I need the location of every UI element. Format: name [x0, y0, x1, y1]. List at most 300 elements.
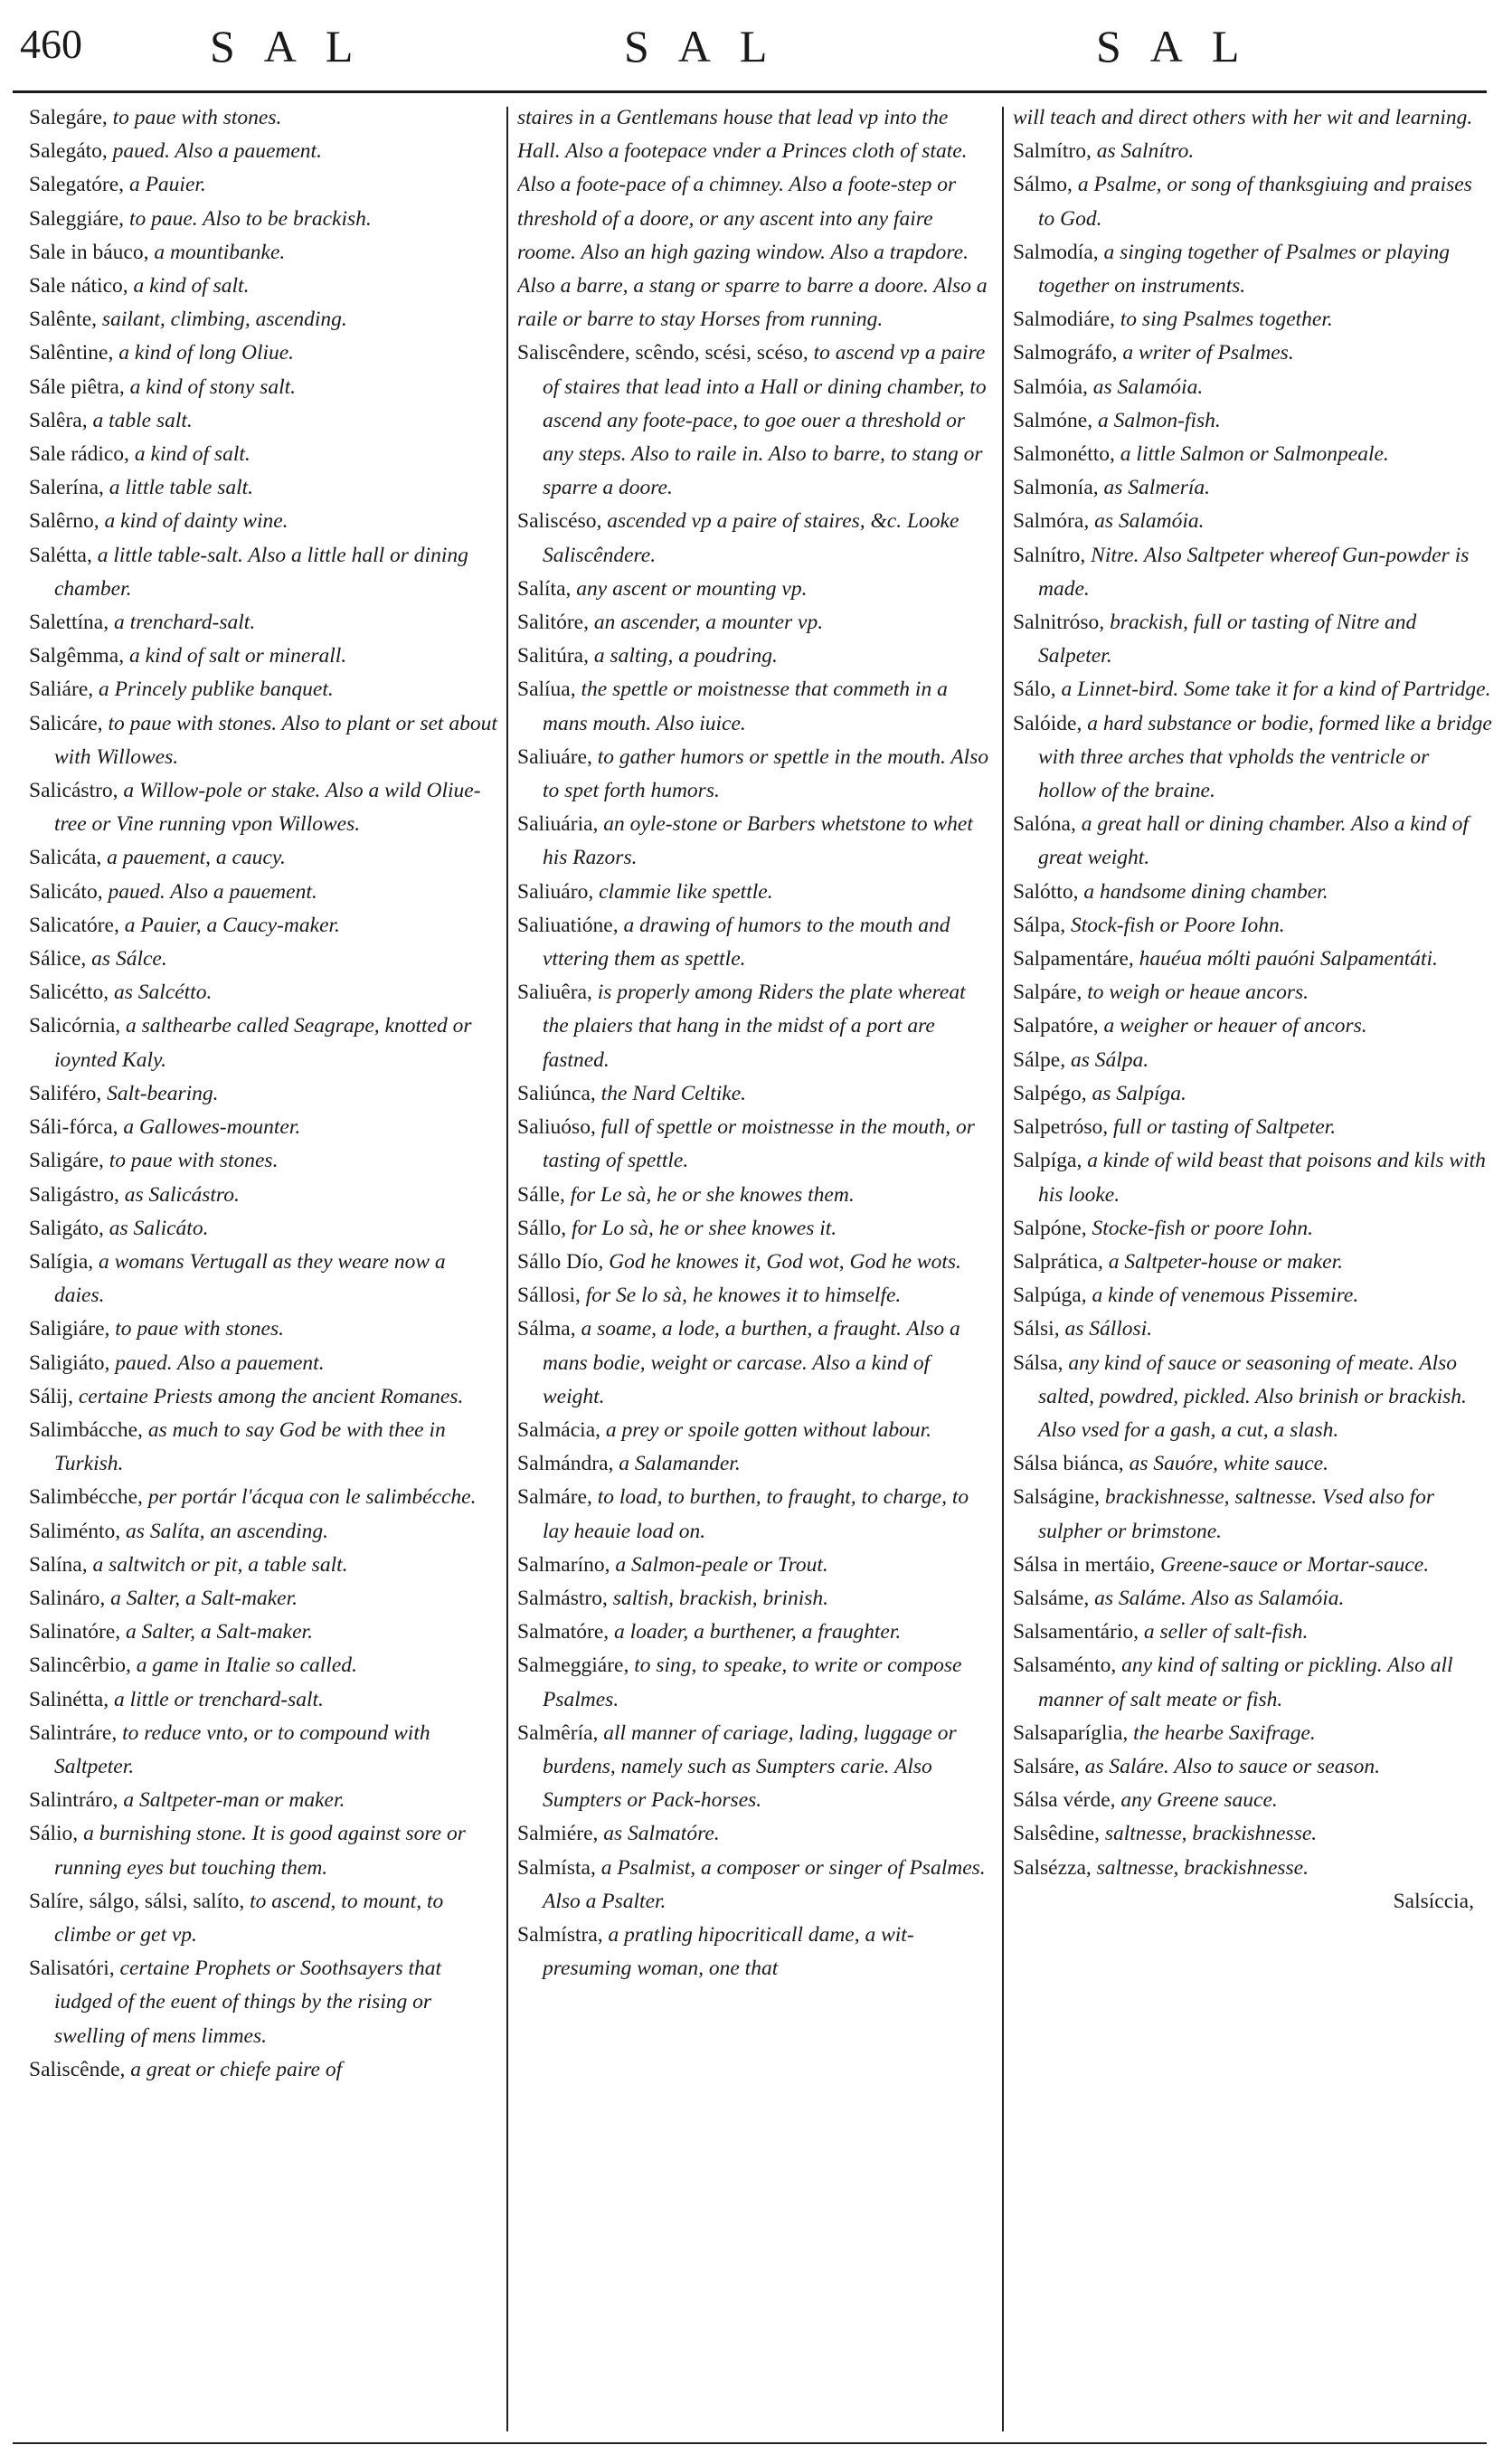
- entry-headword: Salicórnia,: [29, 1014, 121, 1038]
- entry-headword: Sálsi,: [1013, 1317, 1060, 1341]
- entry-definition: saltnesse, brackishnesse.: [1104, 1822, 1318, 1846]
- dictionary-entry: [29, 1952, 499, 2053]
- dictionary-entry: [29, 1649, 499, 1682]
- entry-definition: as Salíta, an ascending.: [126, 1519, 328, 1543]
- column-rule-2: [1002, 107, 1004, 2431]
- entry-definition: a kinde of venemous Pissemire.: [1092, 1284, 1359, 1308]
- entry-definition: a Psalmist, a composer or singer of Psalmes. Also a Psalter.: [543, 1855, 986, 1913]
- dictionary-entry: [1013, 1649, 1492, 1716]
- dictionary-entry: [1013, 1616, 1492, 1649]
- entry-headword: Salmítro,: [1013, 139, 1092, 164]
- dictionary-entry: [517, 1414, 993, 1447]
- dictionary-entry: [1013, 808, 1492, 875]
- entry-definition: a Pauier.: [128, 173, 206, 197]
- dictionary-entry: [1013, 976, 1492, 1009]
- dictionary-entry: [1013, 1212, 1492, 1246]
- dictionary-entry: [1013, 909, 1492, 943]
- entry-headword: Salicástro,: [29, 779, 118, 803]
- dictionary-entry: [1013, 505, 1492, 538]
- entry-headword: Salsézza,: [1013, 1855, 1092, 1880]
- entry-definition: a kind of salt.: [134, 442, 250, 467]
- entry-headword: Saliuatióne,: [517, 913, 619, 937]
- dictionary-entry: [29, 270, 499, 303]
- entry-definition: as much to say God be with thee in Turkish.: [54, 1417, 446, 1476]
- dictionary-entry: [517, 1817, 993, 1851]
- entry-definition: an ascender, a mounter vp.: [593, 611, 824, 635]
- entry-definition: a Psalme, or song of thanksgiuing and praises to God.: [1038, 173, 1472, 231]
- entry-headword: Saliscênde,: [29, 2057, 126, 2081]
- entry-headword: Salináro,: [29, 1586, 106, 1610]
- entry-definition: brackishnesse, saltnesse. Vsed also for sulpher or brimstone.: [1038, 1485, 1435, 1543]
- running-head-left: SAL: [210, 21, 383, 71]
- dictionary-entry: [517, 1179, 993, 1212]
- entry-definition: a little table salt.: [109, 476, 254, 500]
- entry-headword: Salpamentáre,: [1013, 947, 1134, 971]
- dictionary-entry: [29, 943, 499, 976]
- dictionary-entry: [517, 808, 993, 875]
- dictionary-entry: [1013, 1347, 1492, 1448]
- dictionary-entry: [29, 1179, 499, 1212]
- entry-headword: Salpégo,: [1013, 1081, 1087, 1105]
- dictionary-entry: [29, 841, 499, 875]
- entry-headword: Salitóre,: [517, 611, 589, 635]
- dictionary-entry: [517, 673, 993, 740]
- dictionary-entry: [1013, 438, 1492, 471]
- entry-headword: Salmonétto,: [1013, 442, 1115, 467]
- entry-headword: Sále piêtra,: [29, 374, 125, 399]
- dictionary-entry: [1013, 606, 1492, 673]
- dictionary-entry: [29, 539, 499, 606]
- entry-definition: as Salicástro.: [124, 1182, 240, 1207]
- entry-definition: a salting, a poudring.: [593, 644, 778, 668]
- entry-definition: Stocke-fish or poore Iohn.: [1092, 1216, 1313, 1240]
- dictionary-entry: [1013, 1313, 1492, 1346]
- entry-headword: Salsáme,: [1013, 1586, 1090, 1610]
- entry-definition: to load, to burthen, to fraught, to charge, to lay heauie load on.: [543, 1485, 969, 1543]
- dictionary-entry: [29, 1144, 499, 1178]
- entry-definition: a salthearbe called Seagrape, knotted or ioynted Kaly.: [54, 1014, 472, 1072]
- entry-definition: certaine Prophets or Soothsayers that iudged of the euent of things by the rising or swelling of mens limmes.: [54, 1957, 442, 2048]
- entry-headword: Salmêría,: [517, 1720, 599, 1745]
- entry-headword: Salmóia,: [1013, 374, 1088, 399]
- entry-definition: as Salnítro.: [1096, 139, 1195, 164]
- entry-headword: Salettína,: [29, 611, 109, 635]
- dictionary-entry: [29, 1111, 499, 1144]
- entry-headword: Saligiáto,: [29, 1350, 110, 1375]
- dictionary-entry: [29, 606, 499, 640]
- entry-headword: Sálij,: [29, 1384, 73, 1408]
- entry-definition: a handsome dining chamber.: [1083, 879, 1328, 904]
- entry-definition: as Salmería.: [1103, 476, 1211, 500]
- entry-definition: a burnishing stone. It is good against sore or running eyes but touching them.: [54, 1822, 466, 1880]
- entry-headword: Salêrno,: [29, 509, 99, 534]
- entry-definition: any Greene sauce.: [1120, 1788, 1278, 1813]
- dictionary-entry: [517, 606, 993, 640]
- dictionary-entry: [1013, 539, 1492, 606]
- entry-headword: Sálmo,: [1013, 173, 1073, 197]
- entry-definition: a Pauier, a Caucy-maker.: [124, 913, 340, 937]
- dictionary-entry: [29, 909, 499, 943]
- entry-headword: Saliúnca,: [517, 1081, 596, 1105]
- entry-headword: Salimbácche,: [29, 1417, 143, 1442]
- entry-headword: Salmodiáre,: [1013, 308, 1115, 332]
- entry-definition: a Salamander.: [619, 1452, 741, 1476]
- entry-headword: Saliuária,: [517, 812, 599, 837]
- dictionary-entry: [1013, 101, 1492, 135]
- dictionary-entry: [517, 1649, 993, 1716]
- entry-definition: a kind of salt or minerall.: [128, 644, 347, 668]
- dictionary-entry: [29, 1347, 499, 1380]
- dictionary-entry: [517, 1717, 993, 1818]
- dictionary-entry: [517, 909, 993, 976]
- entry-definition: full of spettle or moistnesse in the mouth, or tasting of spettle.: [543, 1115, 975, 1173]
- entry-headword: Salótto,: [1013, 879, 1079, 904]
- header-rule: [13, 90, 1487, 93]
- entry-headword: Salegáto,: [29, 139, 108, 164]
- entry-definition: to ascend vp a paire of staires that lead into a Hall or dining chamber, to ascend any foote-pace, to goe ouer a threshold or any steps. Also to raile in. Also to barre, to stang or sparre a doore.: [543, 341, 987, 500]
- entry-definition: staires in a Gentlemans house that lead vp into the Hall. Also a footepace vnder a Princes cloth of state. Also a foote-pace of a chimney. Also a foote-step or threshold of a doore, or any ascent into any faire roome. Also an high gazing window. Also a trapdore. Also a barre, a stang or sparre to barre a doore. Also a raile or barre to stay Horses from running.: [517, 106, 988, 332]
- dictionary-entry: [517, 1447, 993, 1481]
- dictionary-entry: [29, 976, 499, 1009]
- entry-definition: to gather humors or spettle in the mouth. Also to spet forth humors.: [543, 744, 989, 803]
- entry-definition: a soame, a lode, a burthen, a fraught. Also a mans bodie, weight or carcase. Also a kind of weight.: [543, 1317, 960, 1408]
- entry-headword: Sale rádico,: [29, 442, 129, 467]
- entry-headword: Salmístra,: [517, 1922, 603, 1947]
- dictionary-entry: [517, 1111, 993, 1178]
- dictionary-entry: [29, 640, 499, 673]
- entry-headword: Sállo,: [517, 1216, 567, 1240]
- entry-headword: Salegáre,: [29, 106, 108, 129]
- entry-headword: Salóna,: [1013, 812, 1076, 837]
- entry-headword: Saliféro,: [29, 1081, 102, 1105]
- entry-definition: to ascend, to mount, to climbe or get vp.: [54, 1889, 444, 1947]
- entry-definition: as Saláme. Also as Salamóia.: [1094, 1586, 1345, 1610]
- dictionary-entry: [517, 1077, 993, 1111]
- dictionary-entry: [29, 471, 499, 505]
- entry-definition: to paue. Also to be brackish.: [128, 206, 372, 231]
- page-number: 460: [20, 21, 82, 67]
- entry-headword: Salpóne,: [1013, 1216, 1087, 1240]
- dictionary-entry: [1013, 1009, 1492, 1043]
- entry-definition: hauéua mólti pauóni Salpamentáti.: [1139, 947, 1438, 971]
- dictionary-entry: [517, 741, 993, 808]
- entry-headword: Salprática,: [1013, 1249, 1103, 1274]
- dictionary-entry: [517, 101, 993, 336]
- entry-headword: Sálsa vérde,: [1013, 1788, 1116, 1813]
- entry-headword: Sálpa,: [1013, 913, 1066, 937]
- dictionary-entry: [1013, 876, 1492, 909]
- entry-definition: a kind of long Oliue.: [118, 341, 295, 365]
- entry-headword: Saligiáre,: [29, 1317, 110, 1341]
- dictionary-entry: [1013, 1246, 1492, 1279]
- entry-headword: Salintráre,: [29, 1720, 118, 1745]
- dictionary-entry: [1013, 471, 1492, 505]
- entry-headword: Sálice,: [29, 947, 87, 971]
- entry-headword: Saliménto,: [29, 1519, 121, 1543]
- entry-headword: Sállo Dío,: [517, 1249, 604, 1274]
- entry-definition: paued. Also a pauement.: [112, 139, 322, 164]
- dictionary-entry: [1013, 673, 1492, 706]
- dictionary-entry: [29, 1515, 499, 1549]
- dictionary-entry: [1013, 135, 1492, 168]
- entry-definition: full or tasting of Saltpeter.: [1112, 1115, 1337, 1140]
- dictionary-entry: [1013, 1111, 1492, 1144]
- dictionary-entry: [29, 135, 499, 168]
- dictionary-entry: [1013, 943, 1492, 976]
- entry-definition: as Salicáto.: [109, 1216, 209, 1240]
- column-1: [29, 101, 499, 2435]
- entry-headword: Sálsa in mertáio,: [1013, 1552, 1156, 1577]
- entry-headword: Sálsa biánca,: [1013, 1452, 1124, 1476]
- dictionary-entry: [1013, 1144, 1492, 1211]
- entry-headword: Salinatóre,: [29, 1620, 121, 1644]
- dictionary-entry: [517, 1919, 993, 1985]
- dictionary-entry: [29, 101, 499, 135]
- entry-headword: Sálsa,: [1013, 1350, 1063, 1375]
- entry-headword: Salmóne,: [1013, 408, 1093, 432]
- entry-definition: a Linnet-bird. Some take it for a kind of Partridge.: [1061, 678, 1491, 702]
- entry-headword: Sáli-fórca,: [29, 1115, 118, 1140]
- entry-definition: the Nard Celtike.: [600, 1081, 747, 1105]
- entry-definition: a Gallowes-mounter.: [123, 1115, 301, 1140]
- entry-headword: Sálpe,: [1013, 1047, 1066, 1072]
- entry-headword: Salgêmma,: [29, 644, 125, 668]
- entry-definition: a hard substance or bodie, formed like a bridge with three arches that vpholds the ventricle or hollow of the braine.: [1038, 711, 1492, 803]
- entry-definition: as Salmatóre.: [603, 1822, 720, 1846]
- entry-definition: a womans Vertugall as they weare now a daies.: [54, 1249, 446, 1308]
- entry-definition: a little Salmon or Salmonpeale.: [1120, 442, 1389, 467]
- dictionary-entry: [29, 236, 499, 270]
- entry-headword: Salnitróso,: [1013, 611, 1105, 635]
- entry-definition: a great or chiefe paire of: [130, 2057, 343, 2081]
- entry-definition: as Salpíga.: [1092, 1081, 1186, 1105]
- entry-headword: Salmísta,: [517, 1855, 596, 1880]
- entry-headword: Salsaménto,: [1013, 1654, 1117, 1678]
- dictionary-entry: [1013, 1481, 1492, 1548]
- entry-headword: Saligáto,: [29, 1216, 104, 1240]
- dictionary-entry: [517, 876, 993, 909]
- entry-headword: Salmiére,: [517, 1822, 599, 1846]
- entry-definition: a game in Italie so called.: [136, 1654, 357, 1678]
- entry-definition: a kind of dainty wine.: [104, 509, 288, 534]
- entry-definition: a kind of salt.: [133, 274, 250, 299]
- entry-definition: as Salamóia.: [1094, 509, 1205, 534]
- entry-definition: as Sauóre, white sauce.: [1129, 1452, 1328, 1476]
- dictionary-entry: [29, 505, 499, 538]
- dictionary-entry: [29, 1582, 499, 1616]
- entry-headword: Salóide,: [1013, 711, 1082, 735]
- running-head-right: SAL: [1096, 21, 1269, 71]
- dictionary-entry: [29, 303, 499, 336]
- dictionary-entry: [29, 1077, 499, 1111]
- dictionary-entry: [29, 371, 499, 404]
- entry-headword: Salíre, sálgo, sálsi, salíto,: [29, 1889, 245, 1913]
- entry-definition: is properly among Riders the plate whereat the plaiers that hang in the midst of a port are fastned.: [543, 981, 966, 1072]
- entry-definition: the hearbe Saxifrage.: [1133, 1720, 1316, 1745]
- entry-definition: to weigh or heaue ancors.: [1087, 981, 1309, 1005]
- entry-headword: Salinétta,: [29, 1687, 109, 1711]
- entry-definition: Stock-fish or Poore Iohn.: [1070, 913, 1285, 937]
- entry-definition: a singing together of Psalmes or playing together on instruments.: [1038, 240, 1451, 299]
- entry-definition: paued. Also a pauement.: [108, 879, 317, 904]
- dictionary-entry: [29, 2053, 499, 2087]
- entry-headword: Sale in báuco,: [29, 240, 149, 264]
- dictionary-entry: [517, 1212, 993, 1246]
- entry-definition: a weigher or heauer of ancors.: [1103, 1014, 1367, 1038]
- dictionary-entry: [1013, 336, 1492, 370]
- dictionary-entry: [517, 1313, 993, 1414]
- dictionary-entry: [29, 1212, 499, 1246]
- running-head-center: SAL: [624, 21, 797, 71]
- entry-definition: a kinde of wild beast that poisons and kils with his looke.: [1038, 1149, 1486, 1207]
- entry-headword: Sállosi,: [517, 1284, 581, 1308]
- entry-headword: Salmodía,: [1013, 240, 1099, 264]
- dictionary-entry: [29, 1246, 499, 1313]
- entry-headword: Saligástro,: [29, 1182, 119, 1207]
- entry-headword: Salicáto,: [29, 879, 103, 904]
- entry-definition: any kind of sauce or seasoning of meate. Also salted, powdred, pickled. Also brinish or brackish. Also vsed for a gash, a cut, a slash.: [1038, 1350, 1467, 1442]
- entry-definition: brackish, full or tasting of Nitre and Salpeter.: [1038, 611, 1417, 668]
- entry-definition: a trenchard-salt.: [113, 611, 256, 635]
- entry-headword: Salicáre,: [29, 711, 103, 735]
- dictionary-entry: [29, 336, 499, 370]
- dictionary-entry: [29, 1313, 499, 1346]
- dictionary-entry: [1013, 1717, 1492, 1750]
- entry-definition: a pratling hipocriticall dame, a wit-presuming woman, one that: [543, 1922, 914, 1981]
- entry-headword: Salmaríno,: [517, 1552, 610, 1577]
- entry-definition: a table salt.: [92, 408, 193, 432]
- entry-headword: Salmóra,: [1013, 509, 1090, 534]
- entry-definition: a Saltpeter-house or maker.: [1108, 1249, 1344, 1274]
- dictionary-entry: [1013, 168, 1492, 235]
- dictionary-entry: [29, 1885, 499, 1952]
- column-rule-1: [506, 107, 508, 2431]
- dictionary-entry: [29, 1380, 499, 1414]
- dictionary-entry: [1013, 1549, 1492, 1582]
- entry-headword: Saleggiáre,: [29, 206, 125, 231]
- entry-headword: Salmonía,: [1013, 476, 1099, 500]
- entry-definition: a Salter, a Salt-maker.: [110, 1586, 298, 1610]
- entry-definition: a drawing of humors to the mouth and vttering them as spettle.: [543, 913, 950, 971]
- dictionary-entry: [517, 1616, 993, 1649]
- entry-headword: Saligáre,: [29, 1149, 104, 1173]
- entry-headword: Sálma,: [517, 1317, 576, 1341]
- entry-headword: Salicétto,: [29, 981, 109, 1005]
- entry-headword: Salmácia,: [517, 1417, 601, 1442]
- dictionary-entry: [29, 404, 499, 438]
- dictionary-entry: [29, 1481, 499, 1514]
- entry-definition: God he knowes it, God wot, God he wots.: [609, 1249, 961, 1274]
- entry-headword: Saliuóso,: [517, 1115, 596, 1140]
- entry-definition: a little or trenchard-salt.: [113, 1687, 324, 1711]
- entry-definition: ascended vp a paire of staires, &c. Looke Saliscêndere.: [543, 509, 959, 567]
- dictionary-entry: [29, 1549, 499, 1582]
- entry-headword: Salígia,: [29, 1249, 94, 1274]
- footer-rule: [13, 2442, 1487, 2444]
- entry-headword: Salmándra,: [517, 1452, 614, 1476]
- entry-definition: the spettle or moistnesse that commeth in a mans mouth. Also iuice.: [543, 678, 948, 735]
- entry-definition: as Sálpa.: [1070, 1047, 1149, 1072]
- dictionary-entry: [29, 1009, 499, 1076]
- entry-definition: a Salmon-fish.: [1098, 408, 1221, 432]
- entry-definition: to paue with stones.: [115, 1317, 284, 1341]
- entry-headword: Salintráro,: [29, 1788, 118, 1813]
- dictionary-entry: [1013, 404, 1492, 438]
- entry-headword: Salpáre,: [1013, 981, 1082, 1005]
- entry-definition: all manner of cariage, lading, luggage or burdens, namely such as Sumpters carie. Also Sumpters or Pack-horses.: [543, 1720, 957, 1813]
- entry-definition: for Se lo sà, he knowes it to himselfe.: [585, 1284, 902, 1308]
- entry-definition: a Saltpeter-man or maker.: [123, 1788, 345, 1813]
- dictionary-entry: [1013, 236, 1492, 303]
- entry-headword: Salíua,: [517, 678, 576, 702]
- entry-headword: Salitúra,: [517, 644, 589, 668]
- entry-headword: Sale nático,: [29, 274, 128, 299]
- entry-definition: for Le sà, he or she knowes them.: [570, 1182, 855, 1207]
- entry-headword: Saliáre,: [29, 678, 94, 702]
- entry-headword: Sálio,: [29, 1822, 79, 1846]
- dictionary-entry: [1013, 371, 1492, 404]
- dictionary-entry: [517, 1852, 993, 1919]
- dictionary-entry: [517, 640, 993, 673]
- entry-headword: Sálle,: [517, 1182, 565, 1207]
- dictionary-entry: [29, 438, 499, 471]
- entry-definition: a prey or spoile gotten without labour.: [605, 1417, 931, 1442]
- entry-definition: to reduce vnto, or to compound with Saltpeter.: [54, 1720, 430, 1778]
- entry-headword: Salnítro,: [1013, 543, 1086, 567]
- entry-headword: Salêntine,: [29, 341, 114, 365]
- entry-headword: Salsáre,: [1013, 1754, 1080, 1778]
- entry-headword: Salságine,: [1013, 1485, 1100, 1510]
- entry-definition: for Lo sà, he or shee knowes it.: [572, 1216, 837, 1240]
- dictionary-entry: [29, 774, 499, 841]
- entry-definition: to sing, to speake, to write or compose Psalmes.: [543, 1654, 962, 1711]
- entry-definition: a great hall or dining chamber. Also a kind of great weight.: [1038, 812, 1469, 870]
- entry-headword: Salmatóre,: [517, 1620, 610, 1644]
- entry-headword: Salsamentário,: [1013, 1620, 1139, 1644]
- entry-definition: as Sállosi.: [1064, 1317, 1153, 1341]
- dictionary-entry: [517, 573, 993, 606]
- catchword: Salsíccia,: [1393, 1889, 1474, 1913]
- entry-headword: Salicáta,: [29, 846, 102, 870]
- entry-headword: Salétta,: [29, 543, 92, 567]
- entry-headword: Salína,: [29, 1552, 88, 1577]
- page-header: [0, 0, 1503, 81]
- entry-headword: Salpatóre,: [1013, 1014, 1099, 1038]
- entry-headword: Salegatóre,: [29, 173, 125, 197]
- entry-headword: Salerína,: [29, 476, 104, 500]
- entry-definition: a seller of salt-fish.: [1143, 1620, 1309, 1644]
- dictionary-entry: [29, 1683, 499, 1717]
- dictionary-entry: [517, 1279, 993, 1313]
- dictionary-entry: [29, 673, 499, 706]
- entry-definition: to paue with stones. Also to plant or set about with Willowes.: [54, 711, 497, 769]
- entry-definition: a Salter, a Salt-maker.: [126, 1620, 313, 1644]
- entry-definition: a saltwitch or pit, a table salt.: [92, 1552, 348, 1577]
- entry-definition: a Princely publike banquet.: [99, 678, 334, 702]
- entry-headword: Salisatóri,: [29, 1957, 115, 1981]
- dictionary-entry: [1013, 1852, 1492, 1885]
- entry-definition: certaine Priests among the ancient Romanes.: [78, 1384, 464, 1408]
- entry-definition: a Salmon-peale or Trout.: [615, 1552, 828, 1577]
- entry-definition: a writer of Psalmes.: [1122, 341, 1294, 365]
- entry-headword: Salimbécche,: [29, 1485, 143, 1510]
- entry-definition: to paue with stones.: [112, 106, 282, 129]
- entry-definition: clammie like spettle.: [599, 879, 773, 904]
- dictionary-entry: [29, 1616, 499, 1649]
- entry-definition: paued. Also a pauement.: [115, 1350, 325, 1375]
- dictionary-entry: [517, 1549, 993, 1582]
- entry-headword: Salmáre,: [517, 1485, 592, 1510]
